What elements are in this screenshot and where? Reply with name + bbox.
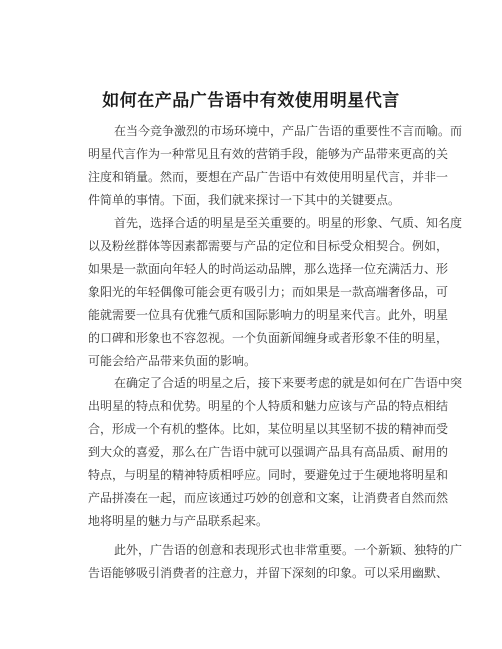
text-line: 首先，选择合适的明星是至关重要的。明星的形象、气质、知名度 (114, 216, 463, 230)
text-line: 的口碑和形象也不容忽视。一个负面新闻缠身或者形象不佳的明星， (88, 331, 449, 345)
text-line: 告语能够吸引消费者的注意力，并留下深刻的印象。可以采用幽默、 (88, 566, 449, 580)
paragraph-highlight-star (88, 372, 463, 533)
text-line: 在确定了合适的明星之后，接下来要考虑的就是如何在广告语中突 (114, 376, 463, 390)
text-line: 出明星的特点和优势。明星的个人特质和魅力应该与产品的特点相结 (88, 399, 449, 413)
paragraph-intro (88, 120, 463, 212)
text-line: 件简单的事情。下面，我们就来探讨一下其中的关键要点。 (88, 193, 401, 207)
text-line: 特点，与明星的精神特质相呼应。同时，要避免过于生硬地将明星和 (88, 468, 449, 482)
document-title: 如何在产品广告语中有效使用明星代言 (102, 91, 400, 111)
text-line: 产品拼凑在一起，而应该通过巧妙的创意和文案，让消费者自然而然 (88, 491, 449, 505)
text-line: 如果是一款面向年轻人的时尚运动品牌，那么选择一位充满活力、形 (88, 262, 449, 276)
paragraph-creativity (88, 539, 463, 585)
text-line: 可能会给产品带来负面的影响。 (88, 354, 257, 368)
text-line: 地将明星的魅力与产品联系起来。 (88, 514, 269, 528)
text-line: 在当今竞争激烈的市场环境中，产品广告语的重要性不言而喻。而 (114, 124, 463, 138)
paragraph-choose-star (88, 212, 463, 373)
text-line: 以及粉丝群体等因素都需要与产品的定位和目标受众相契合。例如， (88, 239, 449, 253)
text-line: 明星代言作为一种常见且有效的营销手段，能够为产品带来更高的关 (88, 147, 449, 161)
text-line: 能就需要一位具有优雅气质和国际影响力的明星来代言。此外，明星 (88, 308, 449, 322)
text-line: 到大众的喜爱，那么在广告语中就可以强调产品具有高品质、耐用的 (88, 445, 449, 459)
text-line: 合，形成一个有机的整体。比如，某位明星以其坚韧不拔的精神而受 (88, 422, 449, 436)
text-line: 此外，广告语的创意和表现形式也非常重要。一个新颖、独特的广 (114, 543, 463, 557)
text-line: 象阳光的年轻偶像可能会更有吸引力；而如果是一款高端奢侈品，可 (88, 285, 449, 299)
text-line: 注度和销量。然而，要想在产品广告语中有效使用明星代言，并非一 (88, 170, 449, 184)
